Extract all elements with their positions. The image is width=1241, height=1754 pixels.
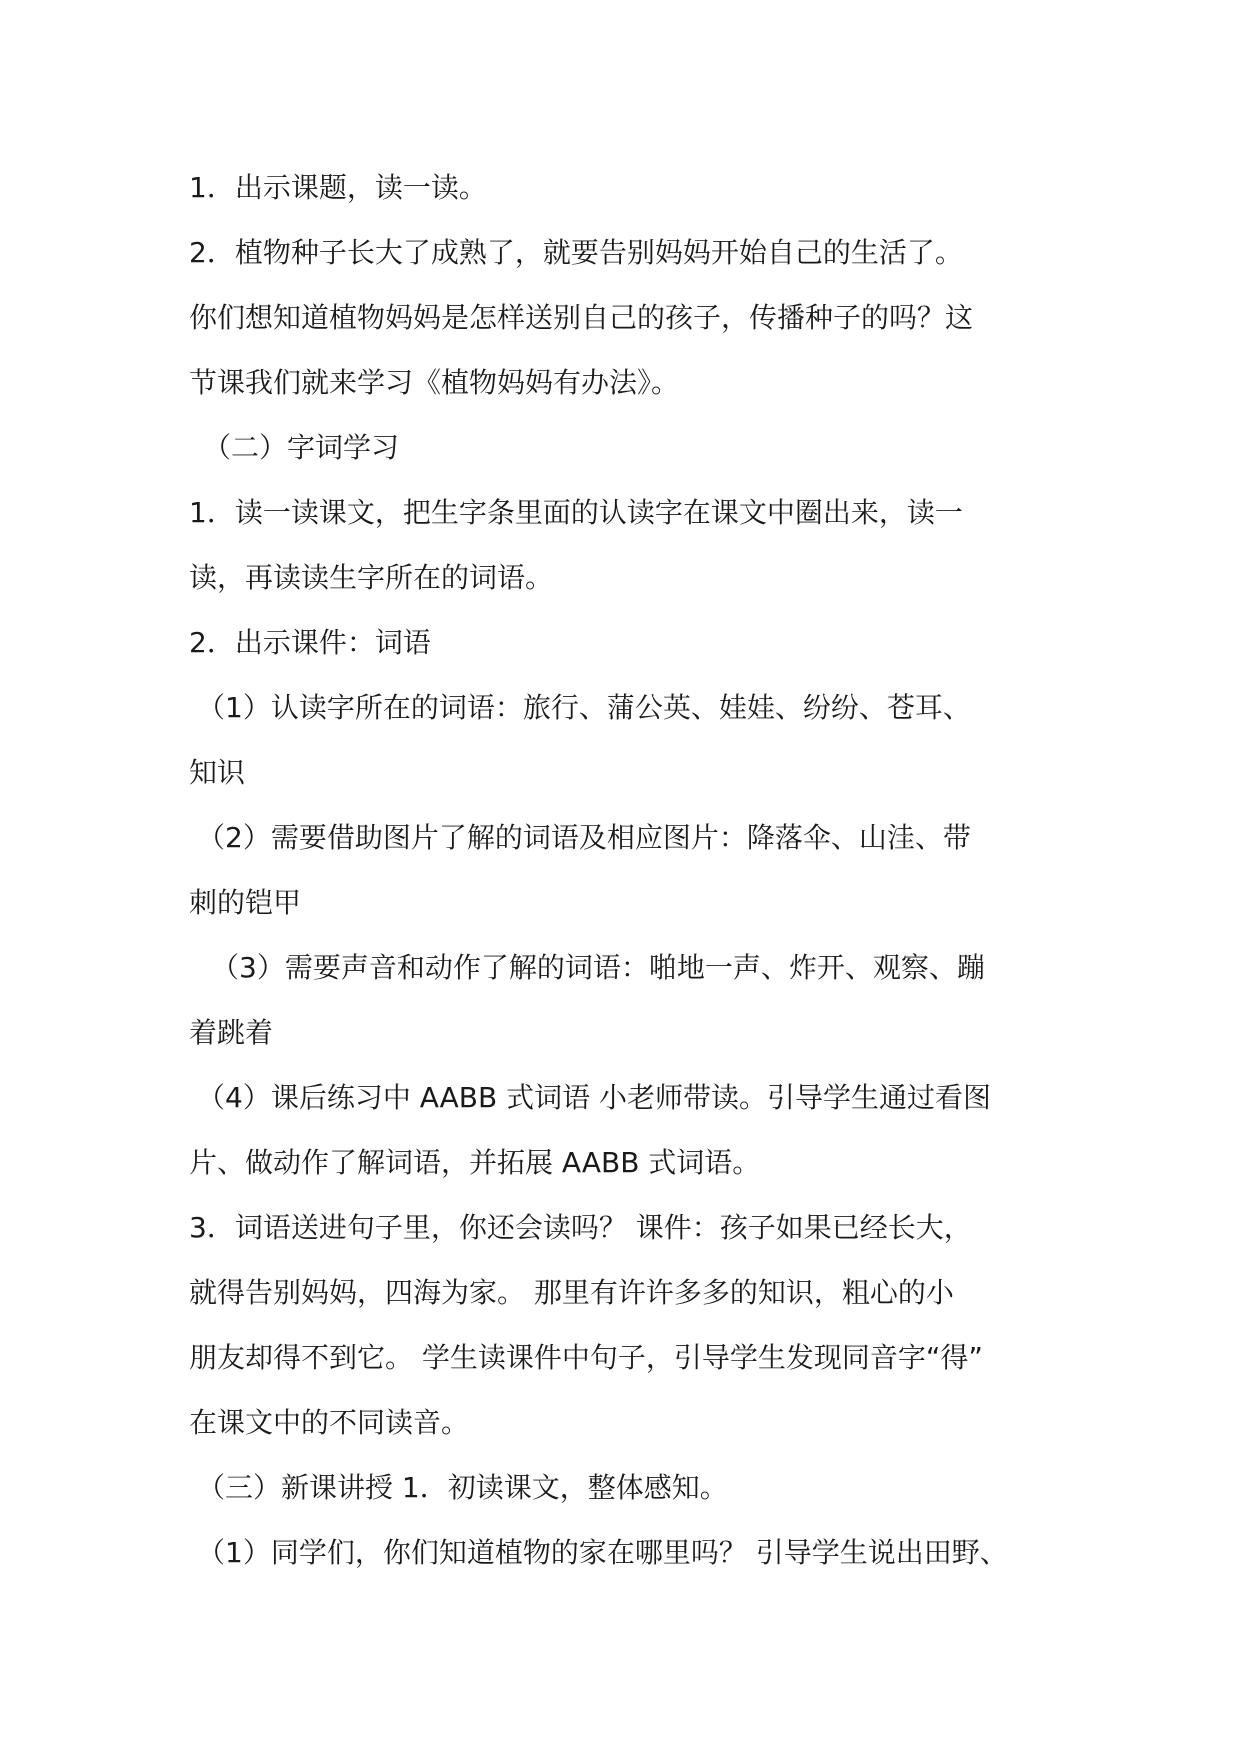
text-line: 知识 bbox=[189, 756, 246, 789]
text-line: 刺的铠甲 bbox=[189, 886, 302, 919]
text-line: 就得告别妈妈，四海为家。 那里有许许多多的知识，粗心的小 bbox=[189, 1276, 954, 1309]
text-line: 节课我们就来学习《植物妈妈有办法》。 bbox=[189, 366, 680, 399]
text-line: （4）课后练习中 AABB 式词语 小老师带读。引导学生通过看图 bbox=[197, 1081, 992, 1114]
text-line: （1）同学们，你们知道植物的家在哪里吗？ 引导学生说出田野、 bbox=[197, 1536, 1008, 1569]
text-line: 朋友却得不到它。 学生读课件中句子，引导学生发现同音字“得” bbox=[189, 1341, 983, 1374]
text-line: 2．植物种子长大了成熟了，就要告别妈妈开始自己的生活了。 bbox=[189, 236, 963, 269]
text-line: 读，再读读生字所在的词语。 bbox=[189, 561, 554, 594]
text-line: 在课文中的不同读音。 bbox=[189, 1406, 470, 1439]
section-heading: （三）新课讲授 1．初读课文，整体感知。 bbox=[197, 1471, 728, 1504]
text-line: 1．出示课题，读一读。 bbox=[189, 171, 487, 204]
lesson-plan-text bbox=[189, 155, 1069, 1585]
text-line: 2．出示课件：词语 bbox=[189, 626, 431, 659]
text-line: （1）认读字所在的词语：旅行、蒲公英、娃娃、纷纷、苍耳、 bbox=[197, 691, 971, 724]
text-line: 着跳着 bbox=[189, 1016, 274, 1049]
text-line: 1．读一读课文，把生字条里面的认读字在课文中圈出来，读一 bbox=[189, 496, 963, 529]
section-heading: （二）字词学习 bbox=[203, 431, 400, 464]
text-line: 3．词语送进句子里，你还会读吗？ 课件：孩子如果已经长大， bbox=[189, 1211, 972, 1244]
text-line: 片、做动作了解词语，并拓展 AABB 式词语。 bbox=[189, 1146, 761, 1179]
text-line: 你们想知道植物妈妈是怎样送别自己的孩子，传播种子的吗？这 bbox=[189, 301, 974, 334]
text-line: （3）需要声音和动作了解的词语：啪地一声、炸开、观察、蹦 bbox=[211, 951, 985, 984]
text-line: （2）需要借助图片了解的词语及相应图片：降落伞、山洼、带 bbox=[197, 821, 971, 854]
